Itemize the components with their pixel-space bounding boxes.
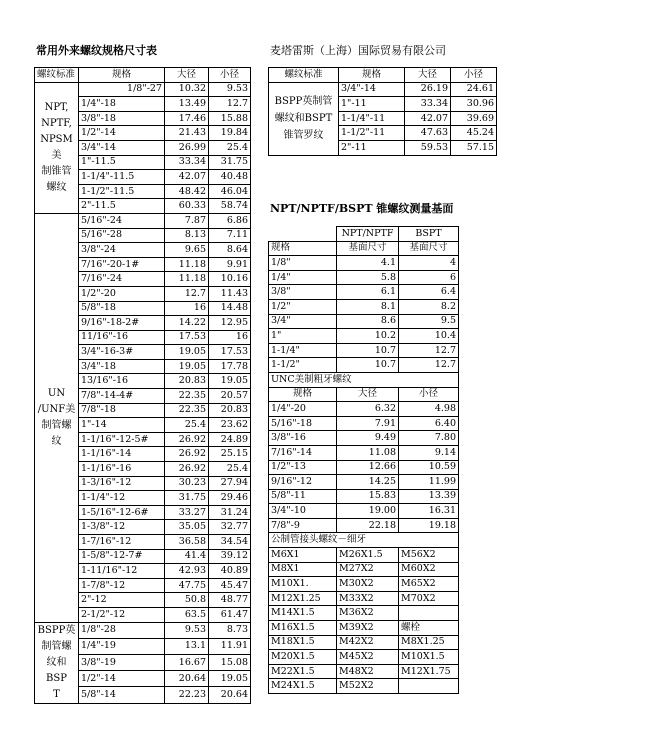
metric-thread: M16X1.5 <box>269 621 337 636</box>
thread-size: 3/8"-16 <box>269 431 337 446</box>
minor-diameter: 14.48 <box>209 301 251 316</box>
thread-size: 1"-11 <box>339 97 405 112</box>
major-diameter: 59.53 <box>405 140 451 155</box>
thread-size: 2"-12 <box>79 593 165 608</box>
major-diameter: 26.92 <box>165 432 209 447</box>
thread-size: 1"-14 <box>79 418 165 433</box>
thread-size: 1-1/4" <box>269 343 337 358</box>
table-row <box>269 635 459 650</box>
thread-size: 11/16"-16 <box>79 330 165 345</box>
metric-thread: 螺栓 <box>399 621 459 636</box>
minor-diameter: 16.31 <box>399 504 459 519</box>
minor-diameter: 19.05 <box>209 374 251 389</box>
thread-size: 1-1/2"-11.5 <box>79 184 165 199</box>
minor-diameter: 17.78 <box>209 359 251 374</box>
minor-diameter: 15.88 <box>209 111 251 126</box>
thread-size: 1/2"-13 <box>269 460 337 475</box>
major-diameter: 8.13 <box>165 228 209 243</box>
minor-diameter: 7.11 <box>209 228 251 243</box>
major-diameter: 17.53 <box>165 330 209 345</box>
major-diameter: 26.92 <box>165 447 209 462</box>
thread-size: 1-7/8"-12 <box>79 578 165 593</box>
thread-size: 1/2"-20 <box>79 286 165 301</box>
thread-size: 3/4"-18 <box>79 359 165 374</box>
table-row <box>269 679 459 694</box>
metric-thread: M56X2 <box>399 548 459 563</box>
thread-size: 2-1/2"-12 <box>79 607 165 622</box>
thread-size: 1/2" <box>269 299 337 314</box>
thread-size: 1-7/16"-12 <box>79 535 165 550</box>
minor-diameter: 6.40 <box>399 416 459 431</box>
metric-thread: M52X2 <box>337 679 399 694</box>
thread-standard-label: BSPP英 制管螺 纹和BSP T <box>35 622 79 703</box>
major-diameter: 25.4 <box>165 418 209 433</box>
metric-thread: M10X1. <box>269 577 337 592</box>
metric-thread: M18X1.5 <box>269 635 337 650</box>
table-row <box>269 562 459 577</box>
table-row <box>269 431 459 446</box>
metric-thread: M10X1.5 <box>399 650 459 665</box>
major-diameter: 9.53 <box>165 622 209 638</box>
bspp-thread-table <box>268 67 497 156</box>
thread-size: 7/16"-14 <box>269 445 337 460</box>
metric-thread: M39X2 <box>337 621 399 636</box>
major-diameter: 6.32 <box>337 402 399 417</box>
major-diameter: 14.25 <box>337 475 399 490</box>
major-diameter: 42.93 <box>165 564 209 579</box>
minor-diameter: 13.39 <box>399 489 459 504</box>
thread-size: 1-3/8"-12 <box>79 520 165 535</box>
major-diameter: 11.18 <box>165 272 209 287</box>
thread-size: 1-5/8"-12-7# <box>79 549 165 564</box>
minor-diameter: 6.86 <box>209 213 251 228</box>
section-title-row <box>269 533 459 548</box>
thread-size: 1-3/16"-12 <box>79 476 165 491</box>
minor-diameter: 19.05 <box>209 671 251 687</box>
bspt-base-size: 10.4 <box>399 329 459 344</box>
metric-thread: M22X1.5 <box>269 664 337 679</box>
minor-diameter: 40.89 <box>209 564 251 579</box>
right-thread-table <box>268 226 459 694</box>
minor-diameter: 12.7 <box>209 97 251 112</box>
column-header: 规格 <box>269 387 337 402</box>
bspt-base-size: 6.4 <box>399 285 459 300</box>
thread-size: 1-1/4"-11 <box>339 111 405 126</box>
empty-cell <box>269 227 337 242</box>
metric-thread <box>399 606 459 621</box>
minor-diameter: 25.4 <box>209 140 251 155</box>
minor-diameter: 11.43 <box>209 286 251 301</box>
minor-diameter: 20.57 <box>209 389 251 404</box>
thread-size: 5/8"-11 <box>269 489 337 504</box>
header-row <box>35 68 251 83</box>
table-row <box>269 664 459 679</box>
npt-base-size: 4.1 <box>337 256 399 271</box>
minor-diameter: 32.77 <box>209 520 251 535</box>
metric-thread: M33X2 <box>337 591 399 606</box>
table-row <box>269 402 459 417</box>
major-diameter: 13.1 <box>165 638 209 654</box>
major-diameter: 12.7 <box>165 286 209 301</box>
major-diameter: 16.67 <box>165 654 209 670</box>
metric-thread: M24X1.5 <box>269 679 337 694</box>
column-header: 小径 <box>399 387 459 402</box>
minor-diameter: 7.80 <box>399 431 459 446</box>
metric-thread: M42X2 <box>337 635 399 650</box>
metric-thread: M27X2 <box>337 562 399 577</box>
major-diameter: 15.83 <box>337 489 399 504</box>
thread-size: 9/16"-18-2# <box>79 316 165 331</box>
metric-thread: M14X1.5 <box>269 606 337 621</box>
thread-size: 3/4"-14 <box>339 82 405 97</box>
thread-size: 1" <box>269 329 337 344</box>
major-diameter: 42.07 <box>165 170 209 185</box>
minor-diameter: 23.62 <box>209 418 251 433</box>
minor-diameter: 10.16 <box>209 272 251 287</box>
table-row <box>269 343 459 358</box>
major-diameter: 12.66 <box>337 460 399 475</box>
column-header: 大径 <box>405 68 451 83</box>
minor-diameter: 25.4 <box>209 462 251 477</box>
major-diameter: 17.46 <box>165 111 209 126</box>
minor-diameter: 31.24 <box>209 505 251 520</box>
column-header: 螺纹标准 <box>35 68 79 83</box>
table-row <box>269 445 459 460</box>
major-diameter: 9.65 <box>165 243 209 258</box>
bspt-base-size: 12.7 <box>399 358 459 373</box>
minor-diameter: 39.12 <box>209 549 251 564</box>
thread-size: 1/2"-14 <box>79 671 165 687</box>
thread-size: 1/4" <box>269 270 337 285</box>
npt-base-size: 5.8 <box>337 270 399 285</box>
table-row <box>269 621 459 636</box>
metric-thread: M48X2 <box>337 664 399 679</box>
table-row <box>269 82 497 97</box>
unc-section-title: UNC美制粗牙螺纹 <box>269 372 459 387</box>
table-row <box>269 285 459 300</box>
minor-diameter: 19.18 <box>399 518 459 533</box>
metric-thread: M8X1.25 <box>399 635 459 650</box>
thread-size: 1-1/4"-11.5 <box>79 170 165 185</box>
minor-diameter: 16 <box>209 330 251 345</box>
thread-size: 3/4"-14 <box>79 140 165 155</box>
table-row <box>269 475 459 490</box>
metric-thread: M8X1 <box>269 562 337 577</box>
minor-diameter: 11.91 <box>209 638 251 654</box>
table-row <box>269 358 459 373</box>
minor-diameter: 24.61 <box>451 82 497 97</box>
minor-diameter: 40.48 <box>209 170 251 185</box>
major-diameter: 48.42 <box>165 184 209 199</box>
thread-standard-label: NPT, NPTF, NPSM美 制锥管 螺纹 <box>35 82 79 213</box>
column-header: 大径 <box>165 68 209 83</box>
metric-thread: M26X1.5 <box>337 548 399 563</box>
column-header: NPT/NPTF <box>337 227 399 242</box>
thread-size: 3/8"-24 <box>79 243 165 258</box>
major-diameter: 10.32 <box>165 82 209 97</box>
major-diameter: 47.75 <box>165 578 209 593</box>
npt-base-size: 10.2 <box>337 329 399 344</box>
major-diameter: 30.23 <box>165 476 209 491</box>
metric-thread: M12X1.25 <box>269 591 337 606</box>
bspt-base-size: 12.7 <box>399 343 459 358</box>
table-row <box>269 518 459 533</box>
major-diameter: 21.43 <box>165 126 209 141</box>
thread-size: 1/4"-18 <box>79 97 165 112</box>
table-row <box>269 606 459 621</box>
major-diameter: 20.83 <box>165 374 209 389</box>
major-diameter: 22.23 <box>165 687 209 703</box>
table-row <box>269 329 459 344</box>
column-header: 螺纹标准 <box>269 68 339 83</box>
table-row <box>269 577 459 592</box>
minor-diameter: 9.91 <box>209 257 251 272</box>
thread-size: 3/8"-18 <box>79 111 165 126</box>
thread-size: 2"-11.5 <box>79 199 165 214</box>
table-row <box>269 256 459 271</box>
major-diameter: 20.64 <box>165 671 209 687</box>
thread-size: 1-11/16"-12 <box>79 564 165 579</box>
table-row <box>269 460 459 475</box>
thread-size: 1/2"-14 <box>79 126 165 141</box>
minor-diameter: 29.46 <box>209 491 251 506</box>
minor-diameter: 61.47 <box>209 607 251 622</box>
minor-diameter: 58.74 <box>209 199 251 214</box>
major-diameter: 41.4 <box>165 549 209 564</box>
metric-section-title: 公制管接头螺纹－细牙 <box>269 533 459 548</box>
minor-diameter: 15.08 <box>209 654 251 670</box>
minor-diameter: 9.14 <box>399 445 459 460</box>
minor-diameter: 39.69 <box>451 111 497 126</box>
metric-thread: M6X1 <box>269 548 337 563</box>
major-diameter: 31.75 <box>165 491 209 506</box>
major-diameter: 33.34 <box>405 97 451 112</box>
metric-thread: M36X2 <box>337 606 399 621</box>
major-diameter: 33.27 <box>165 505 209 520</box>
column-header: 基面尺寸 <box>337 241 399 256</box>
thread-size: 2"-11 <box>339 140 405 155</box>
table-row <box>269 416 459 431</box>
column-header: 小径 <box>451 68 497 83</box>
major-diameter: 19.05 <box>165 359 209 374</box>
metric-thread: M60X2 <box>399 562 459 577</box>
metric-thread: M70X2 <box>399 591 459 606</box>
thread-size: 5/8"-14 <box>79 687 165 703</box>
table-row <box>35 213 251 228</box>
column-header: 基面尺寸 <box>399 241 459 256</box>
minor-diameter: 25.15 <box>209 447 251 462</box>
table-row <box>35 622 251 638</box>
minor-diameter: 20.64 <box>209 687 251 703</box>
npt-section-title: NPT/NPTF/BSPT 锥螺纹测量基面 <box>270 202 454 215</box>
thread-size: 3/4"-16-3# <box>79 345 165 360</box>
minor-diameter: 8.64 <box>209 243 251 258</box>
thread-size: 1/4"-20 <box>269 402 337 417</box>
thread-size: 1/4"-19 <box>79 638 165 654</box>
thread-size: 5/16"-24 <box>79 213 165 228</box>
major-diameter: 26.99 <box>165 140 209 155</box>
thread-size: 7/16"-24 <box>79 272 165 287</box>
major-diameter: 14.22 <box>165 316 209 331</box>
metric-thread: M12X1.75 <box>399 664 459 679</box>
table-row <box>269 314 459 329</box>
thread-size: 13/16"-16 <box>79 374 165 389</box>
page-title: 常用外来螺纹规格尺寸表 <box>36 44 157 57</box>
npt-base-size: 10.7 <box>337 343 399 358</box>
thread-standard-label: BSPP英制管 螺纹和BSPT 锥管罗纹 <box>269 82 339 155</box>
section-title-row <box>269 372 459 387</box>
metric-thread: M65X2 <box>399 577 459 592</box>
major-diameter: 22.18 <box>337 518 399 533</box>
major-diameter: 42.07 <box>405 111 451 126</box>
major-diameter: 19.00 <box>337 504 399 519</box>
major-diameter: 11.18 <box>165 257 209 272</box>
npt-base-size: 8.6 <box>337 314 399 329</box>
thread-size: 3/8"-19 <box>79 654 165 670</box>
minor-diameter: 30.96 <box>451 97 497 112</box>
thread-size: 7/8"-14-4# <box>79 389 165 404</box>
column-header: 大径 <box>337 387 399 402</box>
thread-size: 1-1/2"-11 <box>339 126 405 141</box>
metric-thread: M45X2 <box>337 650 399 665</box>
minor-diameter: 57.15 <box>451 140 497 155</box>
major-diameter: 7.87 <box>165 213 209 228</box>
minor-diameter: 8.73 <box>209 622 251 638</box>
major-diameter: 33.34 <box>165 155 209 170</box>
thread-size: 1-1/16"-12-5# <box>79 432 165 447</box>
thread-size: 1-1/16"-14 <box>79 447 165 462</box>
table-row <box>269 548 459 563</box>
minor-diameter: 4.98 <box>399 402 459 417</box>
thread-size: 1-5/16"-12-6# <box>79 505 165 520</box>
table-row <box>269 299 459 314</box>
major-diameter: 63.5 <box>165 607 209 622</box>
column-header: 规格 <box>339 68 405 83</box>
thread-size: 1/8" <box>269 256 337 271</box>
table-row <box>269 270 459 285</box>
minor-diameter: 12.95 <box>209 316 251 331</box>
thread-size: 5/8"-18 <box>79 301 165 316</box>
major-diameter: 36.58 <box>165 535 209 550</box>
major-diameter: 26.19 <box>405 82 451 97</box>
minor-diameter: 48.77 <box>209 593 251 608</box>
major-diameter: 19.05 <box>165 345 209 360</box>
thread-size: 5/16"-28 <box>79 228 165 243</box>
major-diameter: 13.49 <box>165 97 209 112</box>
minor-diameter: 31.75 <box>209 155 251 170</box>
metric-thread: M20X1.5 <box>269 650 337 665</box>
header-row <box>269 241 459 256</box>
table-row <box>269 489 459 504</box>
thread-size: 1-1/2" <box>269 358 337 373</box>
table-row <box>269 591 459 606</box>
major-diameter: 7.91 <box>337 416 399 431</box>
thread-size: 3/4" <box>269 314 337 329</box>
metric-thread: M30X2 <box>337 577 399 592</box>
npt-base-size: 8.1 <box>337 299 399 314</box>
column-header: 规格 <box>269 241 337 256</box>
minor-diameter: 45.24 <box>451 126 497 141</box>
thread-size: 5/16"-18 <box>269 416 337 431</box>
left-thread-table <box>34 67 251 704</box>
table-row <box>35 82 251 97</box>
npt-base-size: 6.1 <box>337 285 399 300</box>
thread-standard-label: UN /UNF美 制管螺 纹 <box>35 213 79 622</box>
major-diameter: 26.92 <box>165 462 209 477</box>
major-diameter: 47.63 <box>405 126 451 141</box>
major-diameter: 11.08 <box>337 445 399 460</box>
thread-size: 3/4"-10 <box>269 504 337 519</box>
thread-size: 1-1/16"-16 <box>79 462 165 477</box>
column-header: 规格 <box>79 68 165 83</box>
thread-size: 7/8"-18 <box>79 403 165 418</box>
bspt-base-size: 6 <box>399 270 459 285</box>
bspt-base-size: 8.2 <box>399 299 459 314</box>
minor-diameter: 46.04 <box>209 184 251 199</box>
minor-diameter: 34.54 <box>209 535 251 550</box>
bspt-base-size: 4 <box>399 256 459 271</box>
thread-size: 1/8"-28 <box>79 622 165 638</box>
minor-diameter: 19.84 <box>209 126 251 141</box>
column-header: 小径 <box>209 68 251 83</box>
minor-diameter: 10.59 <box>399 460 459 475</box>
table-row <box>269 650 459 665</box>
header-row <box>269 68 497 83</box>
header-row <box>269 387 459 402</box>
major-diameter: 22.35 <box>165 389 209 404</box>
bspt-base-size: 9.5 <box>399 314 459 329</box>
minor-diameter: 27.94 <box>209 476 251 491</box>
minor-diameter: 11.99 <box>399 475 459 490</box>
minor-diameter: 9.53 <box>209 82 251 97</box>
thread-size: 1/8"-27 <box>79 82 165 97</box>
column-header: BSPT <box>399 227 459 242</box>
minor-diameter: 20.83 <box>209 403 251 418</box>
header-row <box>269 227 459 242</box>
major-diameter: 22.35 <box>165 403 209 418</box>
table-row <box>269 504 459 519</box>
minor-diameter: 45.47 <box>209 578 251 593</box>
thread-size: 7/8"-9 <box>269 518 337 533</box>
minor-diameter: 17.53 <box>209 345 251 360</box>
thread-size: 1-1/4"-12 <box>79 491 165 506</box>
thread-size: 9/16"-12 <box>269 475 337 490</box>
npt-base-size: 10.7 <box>337 358 399 373</box>
major-diameter: 9.49 <box>337 431 399 446</box>
company-name: 麦塔雷斯（上海）国际贸易有限公司 <box>270 44 446 57</box>
major-diameter: 35.05 <box>165 520 209 535</box>
thread-size: 1"-11.5 <box>79 155 165 170</box>
major-diameter: 50.8 <box>165 593 209 608</box>
major-diameter: 60.33 <box>165 199 209 214</box>
major-diameter: 16 <box>165 301 209 316</box>
thread-size: 7/16"-20-1# <box>79 257 165 272</box>
metric-thread <box>399 679 459 694</box>
thread-size: 3/8" <box>269 285 337 300</box>
minor-diameter: 24.89 <box>209 432 251 447</box>
